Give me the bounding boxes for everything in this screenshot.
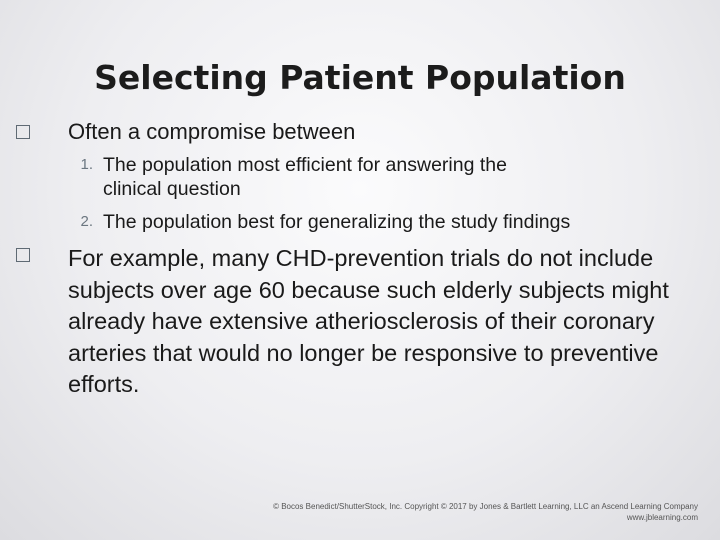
sub-item-text <box>103 153 703 201</box>
copyright-line: © Bocos Benedict/ShutterStock, Inc. Copyright © 2017 by Jones & Bartlett Learning, LLC an Ascend Learning Company <box>273 502 698 511</box>
checkbox-bullet-icon <box>16 248 30 262</box>
copyright-footer <box>273 501 698 523</box>
publisher-url: www.jblearning.com <box>626 513 698 522</box>
bullet-2-text: For example, many CHD-prevention trials do not include subjects over age 60 because such elderly subjects might already have extensive atheriosclerosis of their coronary arteries that would no longer be responsive to preventive efforts. <box>68 245 669 397</box>
bullet-1-text: Often a compromise between <box>68 119 356 144</box>
checkbox-bullet-icon <box>16 125 30 139</box>
sub-item-text: The population best for generalizing the study findings <box>103 211 571 233</box>
sub-item-text-line1: The population most efficient for answering the <box>103 154 507 176</box>
slide-title: Selecting Patient Population <box>94 58 626 97</box>
sub-item-number: 1. <box>80 156 93 173</box>
sub-item-text-line2: clinical question <box>103 178 241 200</box>
sub-item-number: 2. <box>80 213 93 230</box>
